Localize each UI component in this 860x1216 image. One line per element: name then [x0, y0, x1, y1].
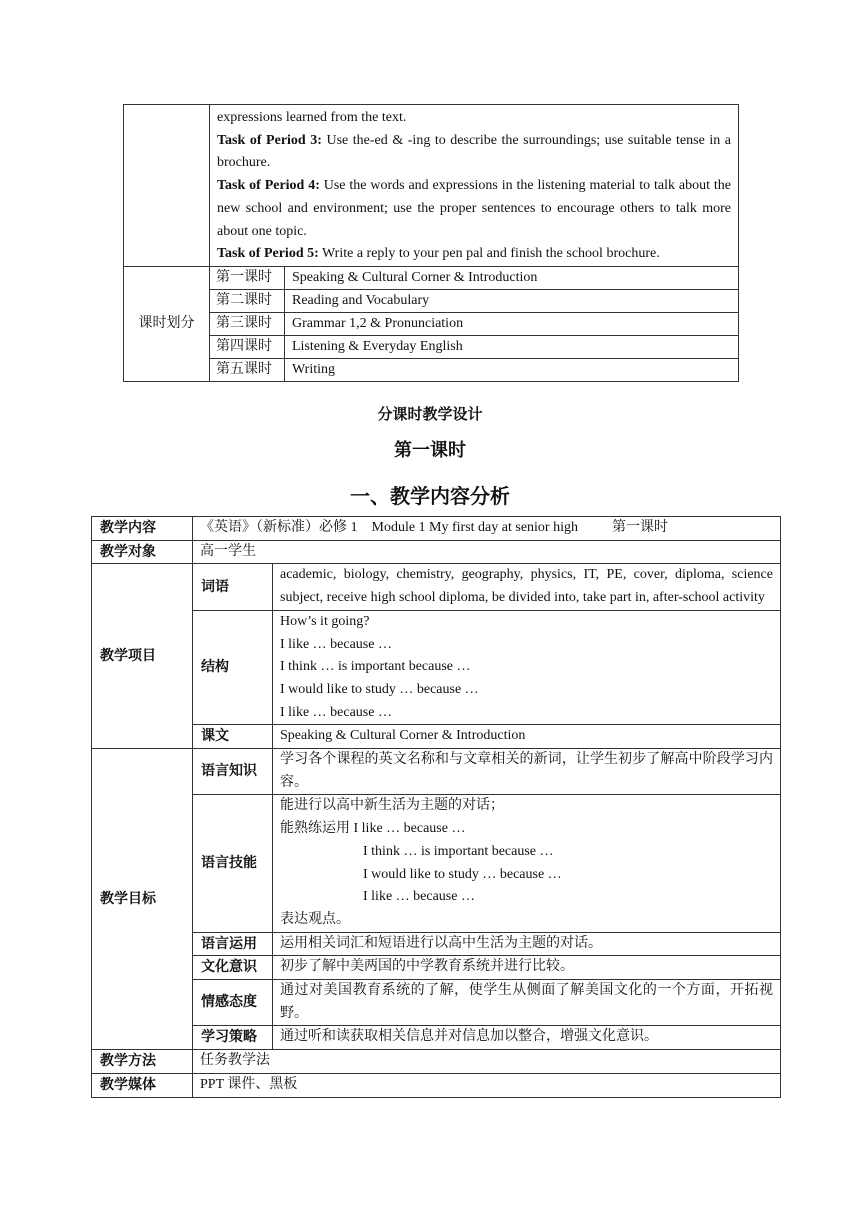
- tasks-row: [124, 105, 739, 267]
- vocab-value: academic, biology, chemistry, geography, physics, IT, PE, cover, diploma, science subject, receive high school diploma, be divided into, take part in, after-school activity: [273, 564, 781, 610]
- attitude-label: 情感态度: [193, 980, 273, 1026]
- division-row: [124, 335, 739, 358]
- skills-line: 能熟练运用 I like … because …: [280, 821, 466, 837]
- items-text-row: [92, 725, 781, 749]
- content-row: [92, 517, 781, 541]
- section-title: 一、教学内容分析: [350, 484, 510, 508]
- goals-attitude-row: [92, 980, 781, 1026]
- goals-culture-row: [92, 956, 781, 980]
- method-value: 任务教学法: [193, 1050, 781, 1074]
- division-period: 第五课时: [210, 358, 285, 381]
- division-label: 课时划分: [124, 266, 210, 381]
- division-period: 第三课时: [210, 312, 285, 335]
- items-vocab-row: [92, 564, 781, 610]
- goals-use-row: [92, 932, 781, 956]
- division-row: [124, 289, 739, 312]
- structure-label: 结构: [193, 610, 273, 725]
- analysis-table: [91, 516, 781, 1098]
- task-label: Task of Period 5:: [217, 246, 319, 262]
- task-label: Task of Period 4:: [217, 178, 320, 194]
- period-title: 第一课时: [394, 440, 466, 461]
- periods-table: [123, 104, 739, 382]
- task-period-4: [217, 175, 731, 243]
- knowledge-label: 语言知识: [193, 749, 273, 795]
- object-value: 高一学生: [193, 540, 781, 564]
- media-row: [92, 1073, 781, 1097]
- strategy-value: 通过听和读获取相关信息并对信息加以整合，增强文化意识。: [273, 1026, 781, 1050]
- items-label: 教学项目: [92, 564, 193, 749]
- knowledge-value: 学习各个课程的英文名称和与文章相关的新词，让学生初步了解高中阶段学习内容。: [273, 749, 781, 795]
- structure-line: I like … because …: [280, 636, 392, 652]
- division-row: [124, 266, 739, 289]
- method-label: 教学方法: [92, 1050, 193, 1074]
- structure-line: How’s it going?: [280, 613, 370, 629]
- culture-label: 文化意识: [193, 956, 273, 980]
- culture-value: 初步了解中美两国的中学教育系统并进行比较。: [273, 956, 781, 980]
- object-row: [92, 540, 781, 564]
- continuation-line: expressions learned from the text.: [217, 110, 407, 125]
- division-content: Reading and Vocabulary: [285, 289, 739, 312]
- media-value: PPT 课件、黑板: [193, 1073, 781, 1097]
- goals-knowledge-row: [92, 749, 781, 795]
- division-content: Grammar 1,2 & Pronunciation: [285, 312, 739, 335]
- tasks-cell: [210, 105, 739, 267]
- division-row: [124, 358, 739, 381]
- division-period: 第二课时: [210, 289, 285, 312]
- skills-label: 语言技能: [193, 795, 273, 932]
- division-period: 第一课时: [210, 266, 285, 289]
- vocab-label: 词语: [193, 564, 273, 610]
- division-content: Listening & Everyday English: [285, 335, 739, 358]
- design-title: 分课时教学设计: [377, 405, 483, 423]
- division-row: [124, 312, 739, 335]
- division-content: Writing: [285, 358, 739, 381]
- skills-cell: [273, 795, 781, 932]
- strategy-label: 学习策略: [193, 1026, 273, 1050]
- method-row: [92, 1050, 781, 1074]
- media-label: 教学媒体: [92, 1073, 193, 1097]
- use-value: 运用相关词汇和短语进行以高中生活为主题的对话。: [273, 932, 781, 956]
- structure-line: I like … because …: [280, 704, 392, 720]
- text-label: 课文: [193, 725, 273, 749]
- structure-line: I think … is important because …: [280, 659, 471, 675]
- use-label: 语言运用: [193, 932, 273, 956]
- goals-strategy-row: [92, 1026, 781, 1050]
- task-period-3: [217, 130, 731, 175]
- task-period-5: [217, 243, 731, 266]
- task-text: Write a reply to your pen pal and finish the school brochure.: [318, 246, 660, 262]
- skills-indented-line: I would like to study … because …: [363, 866, 562, 882]
- content-period: 第一课时: [611, 520, 668, 535]
- object-label: 教学对象: [92, 540, 193, 564]
- task-text: Use the-ed & -ing to describe the surroundings; use suitable tense in a brochure.: [217, 132, 731, 171]
- task-text: Use the words and expressions in the listening material to talk about the new school and environment; use the proper sentences to encourage others to talk more about one topic.: [217, 178, 731, 239]
- skills-indented-line: I think … is important because …: [363, 843, 554, 859]
- task-label: Task of Period 3:: [217, 132, 322, 148]
- content-value: 《英语》（新标准）必修 1 Module 1 My first day at senior high: [200, 520, 578, 535]
- division-content: Speaking & Cultural Corner & Introduction: [285, 266, 739, 289]
- goals-skills-row: [92, 795, 781, 932]
- skills-line: 能进行以高中新生活为主题的对话；: [280, 798, 504, 814]
- structure-cell: [273, 610, 781, 725]
- skills-indented-line: I like … because …: [363, 889, 475, 905]
- items-structure-row: [92, 610, 781, 725]
- text-value: Speaking & Cultural Corner & Introduction: [273, 725, 781, 749]
- tasks-row-empty-cell: [124, 105, 210, 267]
- content-label: 教学内容: [92, 517, 193, 541]
- structure-line: I would like to study … because …: [280, 681, 479, 697]
- division-period: 第四课时: [210, 335, 285, 358]
- skills-line: 表达观点。: [280, 911, 350, 927]
- goals-label: 教学目标: [92, 749, 193, 1050]
- attitude-value: 通过对美国教育系统的了解，使学生从侧面了解美国文化的一个方面，开拓视野。: [273, 980, 781, 1026]
- content-value-cell: [193, 517, 781, 541]
